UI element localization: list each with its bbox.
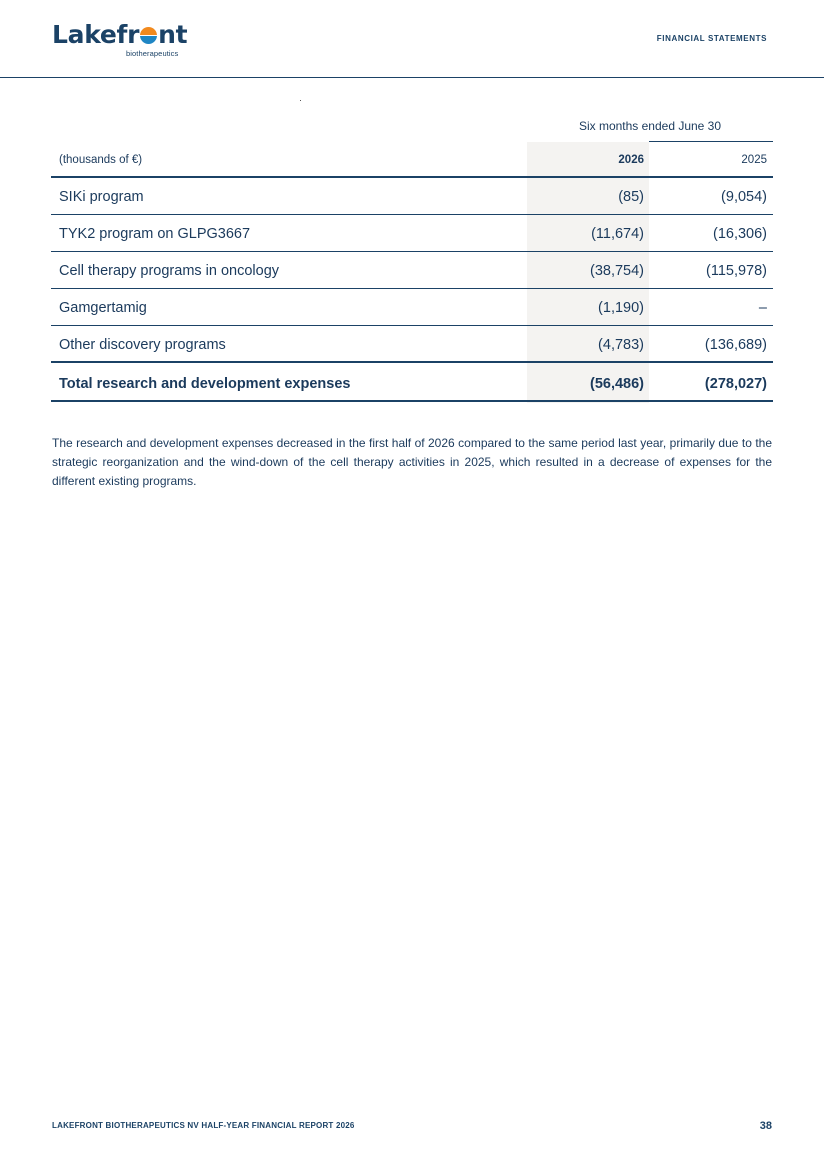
commentary-paragraph: The research and development expenses decreased in the first half of 2026 compared to the same period last year, primarily due to the strategic reorganization and the wind-down of the cell therapy activities in 2025, which resulted in a decrease of expenses for the different existing programs. <box>52 436 772 488</box>
row-label: TYK2 program on GLPG3667 <box>59 226 251 242</box>
logo-wordmark <box>52 20 187 50</box>
logo-globe-icon <box>140 27 157 44</box>
row-label: Cell therapy programs in oncology <box>59 263 280 279</box>
total-label: Total research and development expenses <box>59 376 351 392</box>
logo-word-end: nt <box>158 20 188 49</box>
table-row <box>51 252 773 289</box>
column-header-2026: 2026 <box>618 154 644 166</box>
table-row <box>51 178 773 215</box>
page-number: 38 <box>759 1120 772 1132</box>
logo-word-start: Lakefr <box>52 20 140 49</box>
column-header-2025: 2025 <box>741 154 767 166</box>
value-2026: (1,190) <box>598 300 644 316</box>
value-2026: (85) <box>618 189 644 205</box>
value-2025: (115,978) <box>706 263 767 279</box>
value-2026: (11,674) <box>591 226 644 242</box>
total-value-2026: (56,486) <box>589 376 644 392</box>
row-label: Other discovery programs <box>59 337 226 353</box>
value-2025: – <box>758 300 767 316</box>
value-2025: (16,306) <box>712 226 767 242</box>
value-2026: (4,783) <box>598 337 644 353</box>
table-total-row <box>51 365 773 402</box>
value-2025: (136,689) <box>704 337 767 353</box>
unit-label: (thousands of €) <box>59 154 143 166</box>
table-row <box>51 289 773 326</box>
period-heading: Six months ended June 30 <box>578 119 722 133</box>
row-label: Gamgertamig <box>59 300 147 316</box>
company-logo <box>52 20 192 60</box>
section-title: FINANCIAL STATEMENTS <box>656 34 767 43</box>
value-2025: (9,054) <box>721 189 767 205</box>
table-row <box>51 215 773 252</box>
table-row <box>51 326 773 363</box>
total-value-2025: (278,027) <box>704 376 767 392</box>
value-2026: (38,754) <box>589 263 644 279</box>
logo-subtitle: biotherapeutics <box>126 49 179 58</box>
row-label: SIKi program <box>59 189 144 205</box>
table-header-row <box>51 142 773 178</box>
footer-report-title: LAKEFRONT BIOTHERAPEUTICS NV HALF-YEAR FINANCIAL REPORT 2026 <box>52 1121 355 1130</box>
stray-mark <box>300 100 301 101</box>
page-header <box>0 0 824 78</box>
